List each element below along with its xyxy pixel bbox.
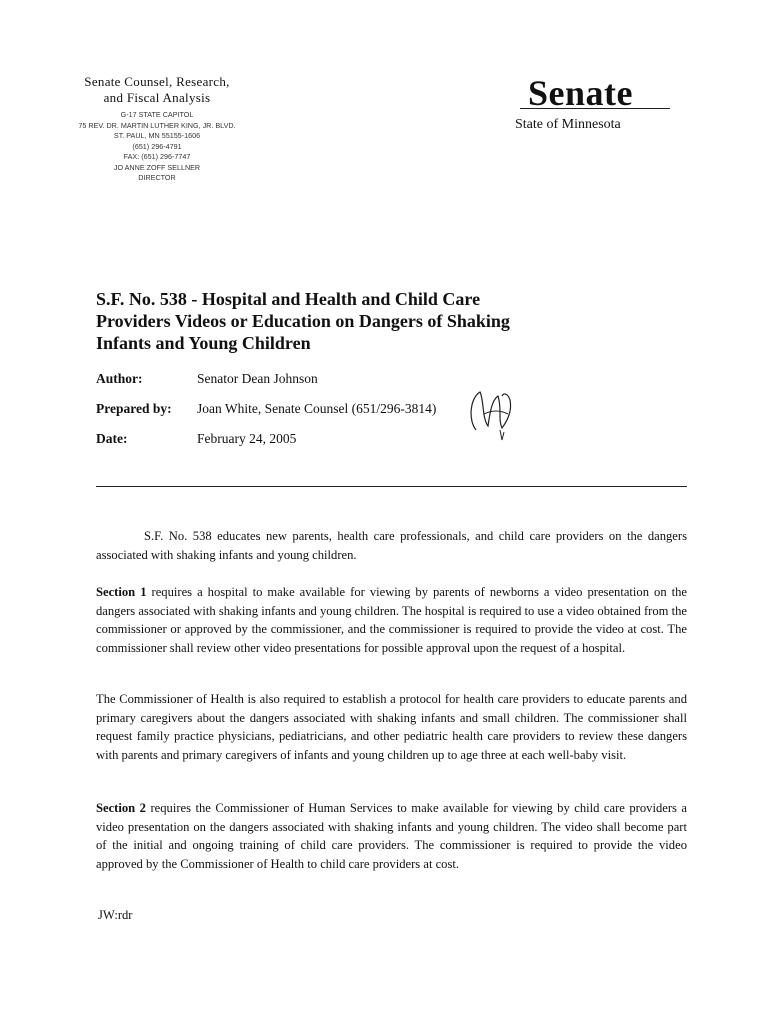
handwritten-initials [462,380,526,444]
section1-text: requires a hospital to make available for viewing by parents of newborns a video presentation on the dangers associated with shaking infants and young children. The hospital is required to use a video obtained from the commissioner or approved by the commissioner, and the commissioner is required to provide the video at cost. The commissioner shall review other video presentations for possible approval upon the request of a hospital. [96,585,688,655]
senate-wordmark: Senate [528,73,633,113]
title-line: S.F. No. 538 - Hospital and Health and Child Care [96,289,481,309]
office-address-line: ST. PAUL, MN 55155-1606 [113,131,201,140]
office-director-title: DIRECTOR [138,173,176,182]
office-director-name: JO ANNE ZOFF SELLNER [113,162,201,172]
office-phone: (651) 296-4791 [132,141,182,151]
senate-letterhead [492,74,672,133]
section2-text: requires the Commissioner of Human Services to make available for viewing by child care providers a video presentation on the dangers associated with shaking infants and young children. The video shall become part of the initial and ongoing training of child care providers. The commissioner is required to provide the video approved by the Commissioner of Health to child care providers at cost. [96,801,688,871]
section1-label: Section 1 [96,585,147,599]
office-block [50,74,264,184]
typist-initials: JW:rdr [98,908,133,922]
office-name-line1: Senate Counsel, Research, [84,74,230,89]
office-address-line: 75 REV. DR. MARTIN LUTHER KING, JR. BLVD. [78,120,236,130]
section1-continued-paragraph: The Commissioner of Health is also required to establish a protocol for health care providers to educate parents and primary caregivers about the dangers associated with shaking infants and small children. The commissioner shall request family practice physicians, pediatricians, and other pediatric health care providers to review these dangers with parents and primary caregivers of infants and young children up to age three at each well-baby visit. [96,692,687,762]
senate-state: State of Minnesota [515,117,621,132]
intro-paragraph: S.F. No. 538 educates new parents, health care professionals, and child care providers on the dangers associated with shaking infants and young children. [96,529,687,562]
prepared-value: Joan White, Senate Counsel (651/296-3814) [197,401,437,416]
author-label: Author: [96,371,143,386]
section1-paragraph [96,583,687,657]
date-value: February 24, 2005 [197,431,297,446]
section-divider [96,486,687,487]
office-name-line2: and Fiscal Analysis [103,90,211,105]
author-value: Senator Dean Johnson [197,371,318,386]
date-label: Date: [96,431,128,446]
office-address-line: G-17 STATE CAPITOL [120,110,194,119]
title-line: Infants and Young Children [96,333,311,353]
office-fax: FAX: (651) 296-7747 [123,152,191,161]
title-line: Providers Videos or Education on Dangers of Shaking [96,311,510,331]
section2-paragraph [96,799,687,873]
section2-label: Section 2 [96,801,146,815]
prepared-label: Prepared by: [96,401,172,416]
document-title [96,288,656,354]
